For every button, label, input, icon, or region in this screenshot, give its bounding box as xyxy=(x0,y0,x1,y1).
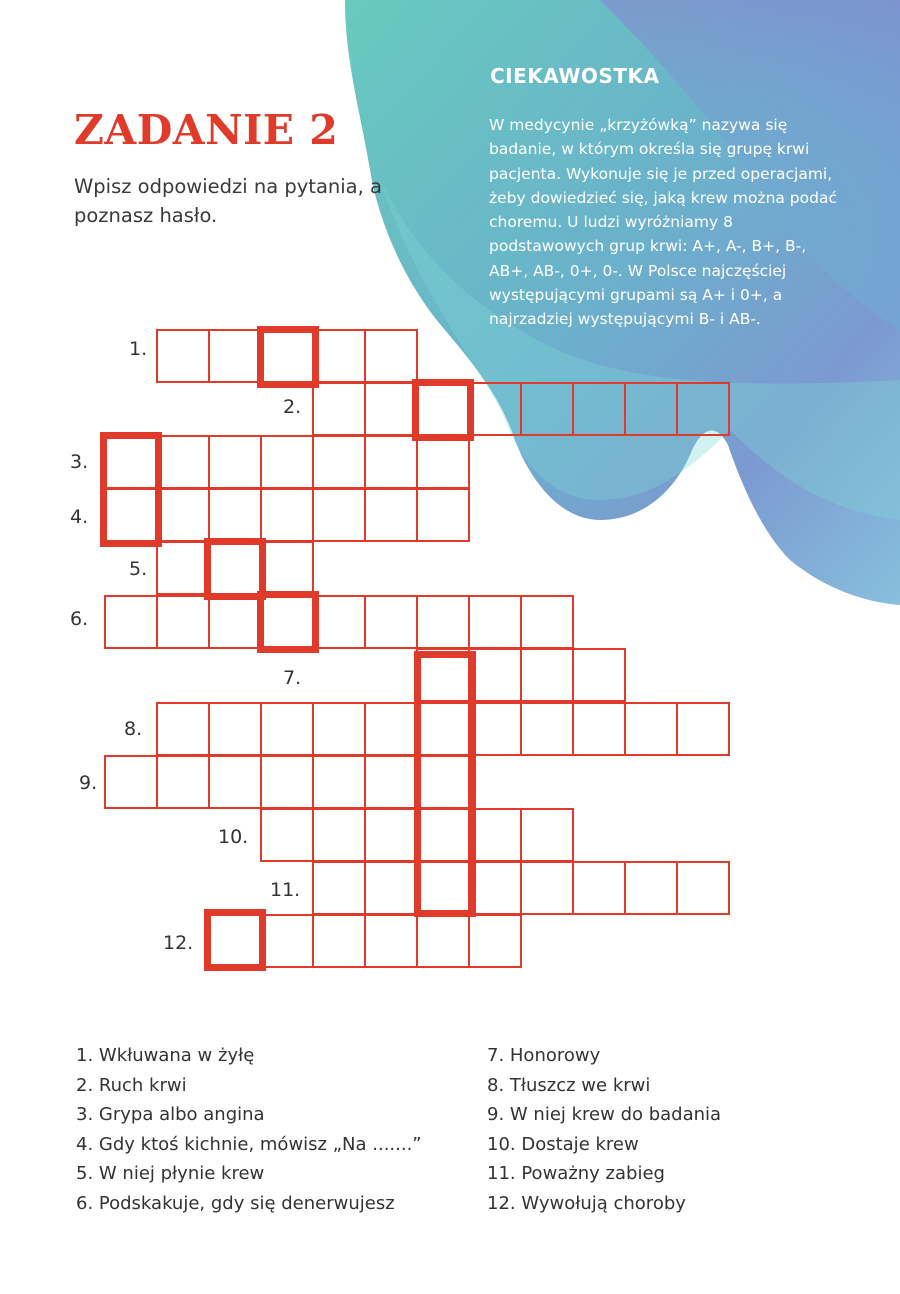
crossword-cell[interactable] xyxy=(260,914,314,968)
crossword-cell[interactable] xyxy=(416,595,470,649)
crossword-cell[interactable] xyxy=(156,488,210,542)
crossword-cell[interactable] xyxy=(416,488,470,542)
crossword-cell[interactable] xyxy=(260,435,314,489)
crossword-cell[interactable] xyxy=(156,329,210,383)
page-title: ZADANIE 2 xyxy=(74,106,339,154)
crossword-cell[interactable] xyxy=(520,808,574,862)
password-cell xyxy=(100,432,162,547)
crossword-cell[interactable] xyxy=(364,488,418,542)
crossword-cell[interactable] xyxy=(260,755,314,809)
crossword-cell[interactable] xyxy=(104,595,158,649)
row-number: 1. xyxy=(129,338,148,360)
crossword-cell[interactable] xyxy=(312,435,366,489)
crossword-cell[interactable] xyxy=(676,382,730,436)
crossword-cell[interactable] xyxy=(312,382,366,436)
clue-item: 8. Tłuszcz we krwi xyxy=(487,1074,651,1096)
row-number: 7. xyxy=(283,667,302,689)
crossword-cell[interactable] xyxy=(572,861,626,915)
crossword-cell[interactable] xyxy=(208,488,262,542)
row-number: 9. xyxy=(79,772,98,794)
crossword-cell[interactable] xyxy=(520,861,574,915)
clue-item: 9. W niej krew do badania xyxy=(487,1104,722,1126)
crossword-cell[interactable] xyxy=(468,914,522,968)
clue-item: 4. Gdy ktoś kichnie, mówisz „Na .......” xyxy=(76,1133,422,1155)
sidebar-text: W medycynie „krzyżówką” nazywa się badanie, w którym określa się grupę krwi pacjenta. Wykonuje się je przed operacjami, żeby dowiedzieć się, jaką krew można podać choremu. U ludzi wyróżniamy 8 podstawowych grup krwi: A+, A-, B+, B-, AB+, AB-, 0+, 0-. W Polsce najczęściej występującymi grupami są A+ i 0+, a najrzadziej występującymi B- i AB-. xyxy=(489,116,837,329)
crossword-cell[interactable] xyxy=(520,702,574,756)
row-number: 5. xyxy=(129,558,148,580)
crossword-cell[interactable] xyxy=(468,595,522,649)
crossword-cell[interactable] xyxy=(572,702,626,756)
row-number: 12. xyxy=(163,932,194,954)
clue-item: 7. Honorowy xyxy=(487,1045,601,1066)
crossword-cell[interactable] xyxy=(468,382,522,436)
clue-list-right xyxy=(487,1041,721,1219)
crossword-cell[interactable] xyxy=(416,914,470,968)
row-number: 11. xyxy=(270,879,301,901)
crossword-cell[interactable] xyxy=(468,702,522,756)
crossword-cell[interactable] xyxy=(208,329,262,383)
crossword-cell[interactable] xyxy=(156,541,210,595)
crossword-cell[interactable] xyxy=(572,382,626,436)
crossword-cell[interactable] xyxy=(208,435,262,489)
crossword-cell[interactable] xyxy=(364,808,418,862)
password-cell xyxy=(204,909,266,971)
crossword-cell[interactable] xyxy=(468,808,522,862)
crossword-cell[interactable] xyxy=(312,702,366,756)
crossword-cell[interactable] xyxy=(468,648,522,702)
crossword-cell[interactable] xyxy=(520,382,574,436)
clue-item: 2. Ruch krwi xyxy=(76,1074,187,1096)
crossword-cell[interactable] xyxy=(104,755,158,809)
crossword-cell[interactable] xyxy=(208,595,262,649)
crossword-cell[interactable] xyxy=(468,861,522,915)
crossword-cell[interactable] xyxy=(312,861,366,915)
sidebar-heading: CIEKAWOSTKA xyxy=(490,64,660,88)
password-cell xyxy=(257,591,319,653)
crossword-cell[interactable] xyxy=(312,595,366,649)
crossword-cell[interactable] xyxy=(260,702,314,756)
crossword-cell[interactable] xyxy=(364,329,418,383)
crossword-cell[interactable] xyxy=(312,755,366,809)
row-number: 6. xyxy=(70,608,89,630)
crossword-cell[interactable] xyxy=(624,382,678,436)
crossword-cell[interactable] xyxy=(156,702,210,756)
crossword-cell[interactable] xyxy=(364,755,418,809)
clue-item: 5. W niej płynie krew xyxy=(76,1163,265,1185)
row-number: 2. xyxy=(283,396,302,418)
crossword-cell[interactable] xyxy=(364,914,418,968)
clue-item: 6. Podskakuje, gdy się denerwujesz xyxy=(76,1192,395,1214)
clue-list-left xyxy=(76,1041,422,1219)
crossword-cell[interactable] xyxy=(676,702,730,756)
crossword-cell[interactable] xyxy=(156,595,210,649)
crossword-cell[interactable] xyxy=(416,435,470,489)
crossword-cell[interactable] xyxy=(364,382,418,436)
crossword-cell[interactable] xyxy=(572,648,626,702)
clue-item: 10. Dostaje krew xyxy=(487,1133,639,1155)
password-cell xyxy=(257,326,319,388)
crossword-cell[interactable] xyxy=(260,541,314,595)
crossword-cell[interactable] xyxy=(156,435,210,489)
row-number: 10. xyxy=(218,826,249,848)
crossword-cell[interactable] xyxy=(364,595,418,649)
crossword-cell[interactable] xyxy=(260,488,314,542)
clue-item: 12. Wywołują choroby xyxy=(487,1192,686,1214)
crossword-cell[interactable] xyxy=(624,861,678,915)
password-cell xyxy=(412,379,474,441)
crossword-cell[interactable] xyxy=(520,595,574,649)
crossword-cell[interactable] xyxy=(208,755,262,809)
crossword-cell[interactable] xyxy=(312,808,366,862)
page-subtitle: Wpisz odpowiedzi na pytania, a poznasz hasło. xyxy=(74,175,382,227)
crossword-cell[interactable] xyxy=(364,861,418,915)
crossword-cell[interactable] xyxy=(312,329,366,383)
crossword-cell[interactable] xyxy=(312,488,366,542)
clue-item: 3. Grypa albo angina xyxy=(76,1104,265,1126)
crossword-cell[interactable] xyxy=(312,914,366,968)
row-number: 8. xyxy=(124,718,143,740)
crossword-cell[interactable] xyxy=(260,808,314,862)
crossword-cell[interactable] xyxy=(520,648,574,702)
crossword-cell[interactable] xyxy=(156,755,210,809)
row-number: 4. xyxy=(70,506,89,528)
crossword-cell[interactable] xyxy=(364,702,418,756)
crossword-cell[interactable] xyxy=(364,435,418,489)
crossword-cell[interactable] xyxy=(624,702,678,756)
clue-item: 11. Poważny zabieg xyxy=(487,1163,665,1185)
password-cell xyxy=(414,651,476,917)
row-number: 3. xyxy=(70,451,89,473)
crossword-cell[interactable] xyxy=(208,702,262,756)
crossword-cell[interactable] xyxy=(676,861,730,915)
clue-item: 1. Wkłuwana w żyłę xyxy=(76,1045,255,1066)
